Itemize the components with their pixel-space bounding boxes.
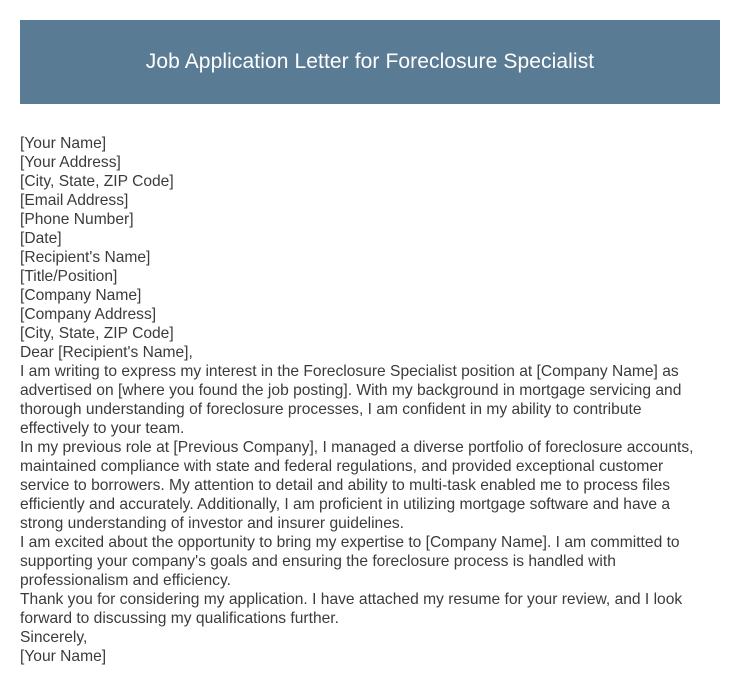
paragraph-line: maintained compliance with state and federal regulations, and provided exceptional customer (20, 458, 664, 475)
sender-name: [Your Name] (20, 135, 107, 152)
recipient-city-state-zip: [City, State, ZIP Code] (20, 325, 174, 342)
sender-city-state-zip: [City, State, ZIP Code] (20, 173, 174, 190)
recipient-name: [Recipient's Name] (20, 249, 151, 266)
paragraph-line: supporting your company's goals and ensuring the foreclosure process is handled with (20, 553, 616, 570)
signature-name: [Your Name] (20, 648, 107, 665)
paragraph-line: strong understanding of investor and insurer guidelines. (20, 515, 405, 532)
paragraph-line: forward to discussing my qualifications further. (20, 610, 339, 627)
sender-email: [Email Address] (20, 192, 129, 209)
paragraph-line: professionalism and efficiency. (20, 572, 231, 589)
paragraph-intro (20, 362, 720, 438)
letter-body (20, 134, 720, 666)
sender-address: [Your Address] (20, 154, 121, 171)
page-title: Job Application Letter for Foreclosure Specialist (145, 50, 595, 73)
paragraph-motivation (20, 533, 720, 590)
paragraph-line: effectively to your team. (20, 420, 185, 437)
paragraph-line: I am writing to express my interest in the Foreclosure Specialist position at [Company Name] as (20, 363, 679, 380)
sender-block (20, 134, 720, 248)
paragraph-experience (20, 438, 720, 533)
paragraph-line: In my previous role at [Previous Company], I managed a diverse portfolio of foreclosure accounts, (20, 439, 694, 456)
paragraph-line: I am excited about the opportunity to bring my expertise to [Company Name]. I am committed to (20, 534, 680, 551)
closing: Sincerely, (20, 629, 88, 646)
paragraph-line: Thank you for considering my application. I have attached my resume for your review, and I look (20, 591, 683, 608)
recipient-title: [Title/Position] (20, 268, 118, 285)
recipient-company: [Company Name] (20, 287, 142, 304)
paragraph-line: thorough understanding of foreclosure processes, I am confident in my ability to contribute (20, 401, 642, 418)
letter-date: [Date] (20, 230, 62, 247)
paragraph-thanks (20, 590, 720, 628)
salutation: Dear [Recipient's Name], (20, 344, 193, 361)
paragraph-line: efficiently and accurately. Additionally, I am proficient in utilizing mortgage software and have a (20, 496, 671, 513)
paragraph-line: advertised on [where you found the job posting]. With my background in mortgage servicing and (20, 382, 682, 399)
paragraph-line: service to borrowers. My attention to detail and ability to multi-task enabled me to process files (20, 477, 671, 494)
title-banner (20, 20, 720, 104)
recipient-block (20, 248, 720, 343)
recipient-address: [Company Address] (20, 306, 157, 323)
sender-phone: [Phone Number] (20, 211, 134, 228)
